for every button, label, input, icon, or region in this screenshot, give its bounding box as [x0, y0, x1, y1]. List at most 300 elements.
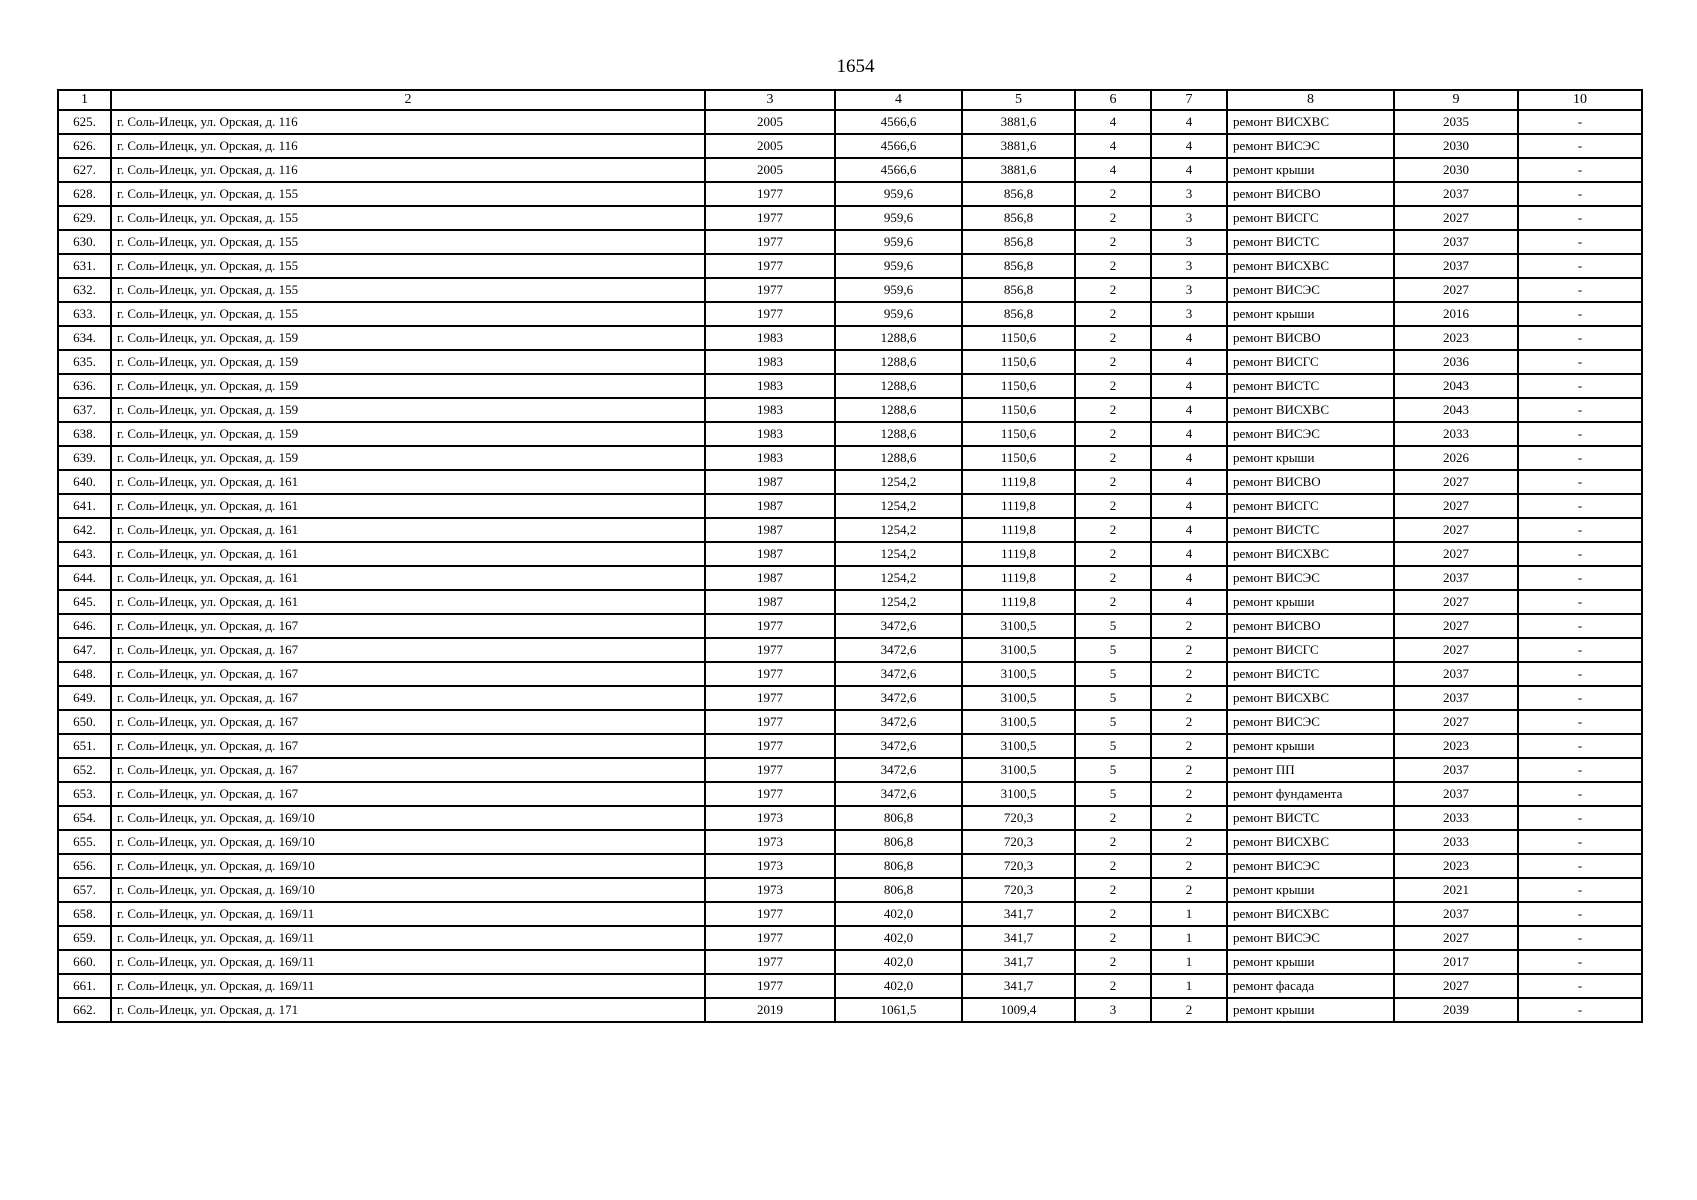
table-cell: -	[1518, 686, 1642, 710]
table-cell: 4	[1151, 446, 1227, 470]
table-cell: 1	[1151, 974, 1227, 998]
table-cell: 1977	[705, 230, 835, 254]
column-header: 6	[1075, 90, 1151, 110]
table-row	[58, 182, 1642, 206]
table-cell: ремонт ВИСЭС	[1227, 278, 1394, 302]
table-cell: ремонт ВИСТС	[1227, 662, 1394, 686]
column-header: 1	[58, 90, 111, 110]
table-cell: г. Соль-Илецк, ул. Орская, д. 155	[111, 230, 705, 254]
table-cell: 2027	[1394, 518, 1518, 542]
table-cell: 3881,6	[962, 158, 1075, 182]
table-cell: 4	[1151, 326, 1227, 350]
table-cell: г. Соль-Илецк, ул. Орская, д. 167	[111, 710, 705, 734]
table-cell: 2	[1075, 806, 1151, 830]
table-cell: 640.	[58, 470, 111, 494]
table-cell: 635.	[58, 350, 111, 374]
table-row	[58, 254, 1642, 278]
table-cell: 659.	[58, 926, 111, 950]
table-cell: 1977	[705, 974, 835, 998]
table-row	[58, 974, 1642, 998]
table-cell: 3100,5	[962, 734, 1075, 758]
table-cell: 1	[1151, 902, 1227, 926]
table-cell: 1254,2	[835, 494, 962, 518]
table-cell: 628.	[58, 182, 111, 206]
table-body	[58, 90, 1642, 1022]
table-row	[58, 494, 1642, 518]
table-cell: 645.	[58, 590, 111, 614]
table-cell: 2	[1075, 494, 1151, 518]
table-cell: 1987	[705, 518, 835, 542]
table-cell: 630.	[58, 230, 111, 254]
table-cell: 2	[1151, 998, 1227, 1022]
table-row	[58, 710, 1642, 734]
table-cell: г. Соль-Илецк, ул. Орская, д. 169/11	[111, 926, 705, 950]
table-cell: 2027	[1394, 710, 1518, 734]
table-cell: 657.	[58, 878, 111, 902]
table-cell: 2033	[1394, 830, 1518, 854]
table-row	[58, 206, 1642, 230]
table-cell: ремонт ВИСТС	[1227, 806, 1394, 830]
table-cell: 2037	[1394, 230, 1518, 254]
table-cell: 2033	[1394, 806, 1518, 830]
table-cell: 650.	[58, 710, 111, 734]
table-cell: 4	[1151, 422, 1227, 446]
table-cell: г. Соль-Илецк, ул. Орская, д. 169/11	[111, 902, 705, 926]
table-cell: 3100,5	[962, 614, 1075, 638]
table-cell: 1288,6	[835, 326, 962, 350]
table-cell: 2027	[1394, 926, 1518, 950]
table-cell: 2	[1075, 926, 1151, 950]
table-cell: 1977	[705, 926, 835, 950]
table-cell: 2035	[1394, 110, 1518, 134]
table-cell: г. Соль-Илецк, ул. Орская, д. 159	[111, 350, 705, 374]
table-cell: 1254,2	[835, 566, 962, 590]
table-cell: -	[1518, 326, 1642, 350]
table-cell: 4566,6	[835, 134, 962, 158]
table-cell: 2	[1151, 782, 1227, 806]
table-cell: 3472,6	[835, 710, 962, 734]
table-cell: 2023	[1394, 326, 1518, 350]
table-cell: 2033	[1394, 422, 1518, 446]
table-cell: 3100,5	[962, 638, 1075, 662]
table-cell: 2005	[705, 110, 835, 134]
table-cell: 402,0	[835, 974, 962, 998]
table-cell: 634.	[58, 326, 111, 350]
table-cell: -	[1518, 710, 1642, 734]
table-cell: 959,6	[835, 302, 962, 326]
table-cell: 2027	[1394, 638, 1518, 662]
table-cell: 2043	[1394, 374, 1518, 398]
table-cell: 341,7	[962, 926, 1075, 950]
table-cell: 654.	[58, 806, 111, 830]
table-cell: 660.	[58, 950, 111, 974]
table-cell: 2039	[1394, 998, 1518, 1022]
table-row	[58, 878, 1642, 902]
table-cell: 720,3	[962, 830, 1075, 854]
table-cell: 2	[1075, 974, 1151, 998]
table-cell: ремонт фасада	[1227, 974, 1394, 998]
table-cell: 662.	[58, 998, 111, 1022]
table-cell: 647.	[58, 638, 111, 662]
table-cell: ремонт ВИСГС	[1227, 638, 1394, 662]
table-row	[58, 638, 1642, 662]
table-cell: -	[1518, 302, 1642, 326]
table-cell: 2	[1075, 206, 1151, 230]
table-cell: 806,8	[835, 854, 962, 878]
table-cell: г. Соль-Илецк, ул. Орская, д. 159	[111, 398, 705, 422]
table-cell: 1119,8	[962, 566, 1075, 590]
table-cell: 806,8	[835, 830, 962, 854]
column-header: 8	[1227, 90, 1394, 110]
table-cell: ремонт ВИСЭС	[1227, 422, 1394, 446]
table-cell: 4	[1151, 110, 1227, 134]
table-cell: 4	[1151, 350, 1227, 374]
table-cell: 2037	[1394, 182, 1518, 206]
table-cell: 1987	[705, 566, 835, 590]
table-cell: 1119,8	[962, 518, 1075, 542]
table-cell: 652.	[58, 758, 111, 782]
table-cell: 1973	[705, 878, 835, 902]
table-cell: 4	[1151, 398, 1227, 422]
table-cell: г. Соль-Илецк, ул. Орская, д. 167	[111, 734, 705, 758]
table-cell: 2027	[1394, 494, 1518, 518]
table-cell: 626.	[58, 134, 111, 158]
table-cell: 1	[1151, 926, 1227, 950]
table-cell: 4	[1151, 494, 1227, 518]
table-cell: 1977	[705, 254, 835, 278]
table-cell: 1254,2	[835, 542, 962, 566]
table-cell: 1288,6	[835, 446, 962, 470]
table-cell: 3472,6	[835, 638, 962, 662]
table-row	[58, 806, 1642, 830]
table-cell: 341,7	[962, 974, 1075, 998]
table-cell: г. Соль-Илецк, ул. Орская, д. 167	[111, 758, 705, 782]
table-cell: 5	[1075, 614, 1151, 638]
table-row	[58, 110, 1642, 134]
table-cell: -	[1518, 374, 1642, 398]
table-cell: -	[1518, 110, 1642, 134]
table-cell: 5	[1075, 734, 1151, 758]
table-cell: 625.	[58, 110, 111, 134]
table-cell: г. Соль-Илецк, ул. Орская, д. 159	[111, 374, 705, 398]
table-cell: 2	[1075, 422, 1151, 446]
table-cell: 1150,6	[962, 374, 1075, 398]
column-header: 10	[1518, 90, 1642, 110]
table-cell: -	[1518, 854, 1642, 878]
table-cell: ремонт крыши	[1227, 734, 1394, 758]
table-cell: 1977	[705, 950, 835, 974]
table-cell: 632.	[58, 278, 111, 302]
table-cell: 1288,6	[835, 398, 962, 422]
table-cell: г. Соль-Илецк, ул. Орская, д. 116	[111, 158, 705, 182]
repair-registry-table	[57, 89, 1643, 1023]
table-cell: 4	[1075, 158, 1151, 182]
table-row	[58, 758, 1642, 782]
table-cell: -	[1518, 758, 1642, 782]
table-row	[58, 830, 1642, 854]
table-cell: 2037	[1394, 566, 1518, 590]
table-cell: 2	[1075, 350, 1151, 374]
table-cell: 1977	[705, 686, 835, 710]
table-cell: 636.	[58, 374, 111, 398]
table-cell: ремонт крыши	[1227, 590, 1394, 614]
table-cell: 2036	[1394, 350, 1518, 374]
table-cell: 2	[1151, 686, 1227, 710]
table-cell: -	[1518, 590, 1642, 614]
table-row	[58, 662, 1642, 686]
page-number: 1654	[836, 56, 875, 77]
table-row	[58, 278, 1642, 302]
table-cell: г. Соль-Илецк, ул. Орская, д. 155	[111, 302, 705, 326]
table-row	[58, 902, 1642, 926]
table-cell: г. Соль-Илецк, ул. Орская, д. 167	[111, 638, 705, 662]
table-cell: 2030	[1394, 158, 1518, 182]
table-cell: -	[1518, 878, 1642, 902]
table-cell: ремонт ВИСВО	[1227, 470, 1394, 494]
table-cell: 3472,6	[835, 686, 962, 710]
table-cell: ремонт ВИСВО	[1227, 614, 1394, 638]
table-cell: г. Соль-Илецк, ул. Орская, д. 155	[111, 206, 705, 230]
table-cell: 643.	[58, 542, 111, 566]
table-cell: 1254,2	[835, 518, 962, 542]
table-cell: 637.	[58, 398, 111, 422]
table-cell: ремонт ВИСГС	[1227, 350, 1394, 374]
table-cell: 2037	[1394, 686, 1518, 710]
table-cell: 661.	[58, 974, 111, 998]
table-cell: 631.	[58, 254, 111, 278]
table-cell: 1977	[705, 758, 835, 782]
table-cell: 2	[1075, 326, 1151, 350]
table-cell: 3100,5	[962, 758, 1075, 782]
table-cell: 856,8	[962, 278, 1075, 302]
table-cell: 1977	[705, 638, 835, 662]
table-cell: 653.	[58, 782, 111, 806]
table-cell: 3	[1075, 998, 1151, 1022]
table-cell: 3	[1151, 230, 1227, 254]
table-cell: ремонт ВИСЭС	[1227, 926, 1394, 950]
table-cell: 1119,8	[962, 542, 1075, 566]
table-cell: 5	[1075, 782, 1151, 806]
table-cell: 2	[1151, 638, 1227, 662]
table-cell: 1977	[705, 302, 835, 326]
table-cell: 1977	[705, 902, 835, 926]
table-cell: 1977	[705, 206, 835, 230]
column-header-row	[58, 90, 1642, 110]
table-cell: 2	[1075, 470, 1151, 494]
table-cell: ремонт ВИСХВС	[1227, 830, 1394, 854]
table-cell: ремонт ВИСХВС	[1227, 686, 1394, 710]
table-cell: ремонт крыши	[1227, 446, 1394, 470]
table-cell: -	[1518, 950, 1642, 974]
table-cell: -	[1518, 422, 1642, 446]
table-cell: ремонт ВИСЭС	[1227, 710, 1394, 734]
table-cell: 1977	[705, 782, 835, 806]
table-cell: -	[1518, 158, 1642, 182]
table-cell: -	[1518, 278, 1642, 302]
table-cell: г. Соль-Илецк, ул. Орская, д. 155	[111, 182, 705, 206]
table-cell: 1	[1151, 950, 1227, 974]
table-row	[58, 734, 1642, 758]
table-row	[58, 134, 1642, 158]
table-cell: г. Соль-Илецк, ул. Орская, д. 161	[111, 470, 705, 494]
table-cell: 1977	[705, 278, 835, 302]
table-cell: г. Соль-Илецк, ул. Орская, д. 169/10	[111, 854, 705, 878]
table-cell: ремонт крыши	[1227, 302, 1394, 326]
table-cell: 2	[1151, 710, 1227, 734]
table-cell: ремонт крыши	[1227, 158, 1394, 182]
table-cell: 4	[1151, 518, 1227, 542]
table-cell: ремонт ВИСЭС	[1227, 566, 1394, 590]
column-header: 2	[111, 90, 705, 110]
table-cell: 1987	[705, 590, 835, 614]
table-row	[58, 854, 1642, 878]
table-cell: ремонт крыши	[1227, 998, 1394, 1022]
table-row	[58, 614, 1642, 638]
table-cell: 856,8	[962, 230, 1075, 254]
table-cell: 720,3	[962, 854, 1075, 878]
table-cell: 2027	[1394, 974, 1518, 998]
table-cell: 1254,2	[835, 470, 962, 494]
table-cell: 2019	[705, 998, 835, 1022]
table-cell: 1119,8	[962, 494, 1075, 518]
table-cell: ремонт ВИСХВС	[1227, 542, 1394, 566]
table-cell: 959,6	[835, 206, 962, 230]
table-cell: 655.	[58, 830, 111, 854]
table-row	[58, 926, 1642, 950]
table-cell: 4	[1151, 542, 1227, 566]
table-row	[58, 518, 1642, 542]
table-cell: -	[1518, 638, 1642, 662]
table-cell: г. Соль-Илецк, ул. Орская, д. 155	[111, 278, 705, 302]
table-cell: 2030	[1394, 134, 1518, 158]
table-cell: 2	[1151, 854, 1227, 878]
table-cell: 2	[1151, 662, 1227, 686]
column-header: 3	[705, 90, 835, 110]
table-cell: 3	[1151, 302, 1227, 326]
table-row	[58, 350, 1642, 374]
table-cell: 1150,6	[962, 446, 1075, 470]
table-cell: 3100,5	[962, 710, 1075, 734]
table-cell: 4	[1151, 566, 1227, 590]
table-cell: 2	[1075, 398, 1151, 422]
table-cell: 2	[1075, 302, 1151, 326]
table-cell: -	[1518, 998, 1642, 1022]
table-cell: 3100,5	[962, 662, 1075, 686]
table-row	[58, 398, 1642, 422]
table-cell: 644.	[58, 566, 111, 590]
table-cell: 1150,6	[962, 398, 1075, 422]
table-cell: 2037	[1394, 254, 1518, 278]
table-cell: 5	[1075, 662, 1151, 686]
table-cell: -	[1518, 518, 1642, 542]
table-cell: -	[1518, 254, 1642, 278]
table-cell: 959,6	[835, 182, 962, 206]
table-cell: 1009,4	[962, 998, 1075, 1022]
column-header: 5	[962, 90, 1075, 110]
table-cell: г. Соль-Илецк, ул. Орская, д. 161	[111, 518, 705, 542]
table-cell: 2	[1075, 566, 1151, 590]
table-cell: 2027	[1394, 206, 1518, 230]
table-cell: 1977	[705, 710, 835, 734]
table-cell: г. Соль-Илецк, ул. Орская, д. 159	[111, 446, 705, 470]
table-cell: 2017	[1394, 950, 1518, 974]
table-cell: 959,6	[835, 230, 962, 254]
table-cell: 2027	[1394, 470, 1518, 494]
table-cell: 629.	[58, 206, 111, 230]
table-row	[58, 566, 1642, 590]
table-cell: 4566,6	[835, 158, 962, 182]
table-cell: 658.	[58, 902, 111, 926]
table-cell: г. Соль-Илецк, ул. Орская, д. 169/10	[111, 830, 705, 854]
table-cell: ремонт ПП	[1227, 758, 1394, 782]
table-cell: 4	[1075, 134, 1151, 158]
table-cell: 1983	[705, 422, 835, 446]
table-cell: 3	[1151, 254, 1227, 278]
table-cell: г. Соль-Илецк, ул. Орская, д. 161	[111, 566, 705, 590]
table-cell: 633.	[58, 302, 111, 326]
table-cell: 3	[1151, 278, 1227, 302]
table-cell: 2037	[1394, 758, 1518, 782]
table-cell: ремонт крыши	[1227, 878, 1394, 902]
table-cell: 2	[1075, 230, 1151, 254]
table-cell: г. Соль-Илецк, ул. Орская, д. 167	[111, 614, 705, 638]
table-cell: 2	[1075, 542, 1151, 566]
table-cell: г. Соль-Илецк, ул. Орская, д. 169/10	[111, 806, 705, 830]
table-row	[58, 950, 1642, 974]
table-cell: 3881,6	[962, 110, 1075, 134]
table-cell: -	[1518, 350, 1642, 374]
table-cell: 2005	[705, 134, 835, 158]
table-cell: 3881,6	[962, 134, 1075, 158]
table-cell: 959,6	[835, 254, 962, 278]
table-row	[58, 686, 1642, 710]
table-cell: ремонт ВИСХВС	[1227, 110, 1394, 134]
table-cell: -	[1518, 398, 1642, 422]
table-cell: 642.	[58, 518, 111, 542]
table-cell: г. Соль-Илецк, ул. Орская, д. 155	[111, 254, 705, 278]
table-cell: 856,8	[962, 254, 1075, 278]
table-cell: 3472,6	[835, 614, 962, 638]
column-header: 9	[1394, 90, 1518, 110]
table-cell: г. Соль-Илецк, ул. Орская, д. 167	[111, 686, 705, 710]
table-row	[58, 158, 1642, 182]
table-row	[58, 302, 1642, 326]
table-cell: 1150,6	[962, 326, 1075, 350]
table-cell: 2	[1075, 854, 1151, 878]
table-cell: 4	[1151, 158, 1227, 182]
table-cell: г. Соль-Илецк, ул. Орская, д. 116	[111, 110, 705, 134]
table-cell: 1254,2	[835, 590, 962, 614]
table-row	[58, 446, 1642, 470]
table-cell: 856,8	[962, 302, 1075, 326]
table-row	[58, 422, 1642, 446]
table-cell: 2043	[1394, 398, 1518, 422]
table-row	[58, 998, 1642, 1022]
table-cell: 5	[1075, 710, 1151, 734]
table-cell: 641.	[58, 494, 111, 518]
table-cell: 2	[1075, 374, 1151, 398]
table-cell: 651.	[58, 734, 111, 758]
table-cell: 1983	[705, 446, 835, 470]
column-header: 7	[1151, 90, 1227, 110]
table-cell: ремонт ВИСТС	[1227, 518, 1394, 542]
table-cell: 646.	[58, 614, 111, 638]
table-cell: 2	[1075, 278, 1151, 302]
table-cell: -	[1518, 446, 1642, 470]
table-cell: 402,0	[835, 902, 962, 926]
table-cell: 639.	[58, 446, 111, 470]
table-cell: 1973	[705, 806, 835, 830]
